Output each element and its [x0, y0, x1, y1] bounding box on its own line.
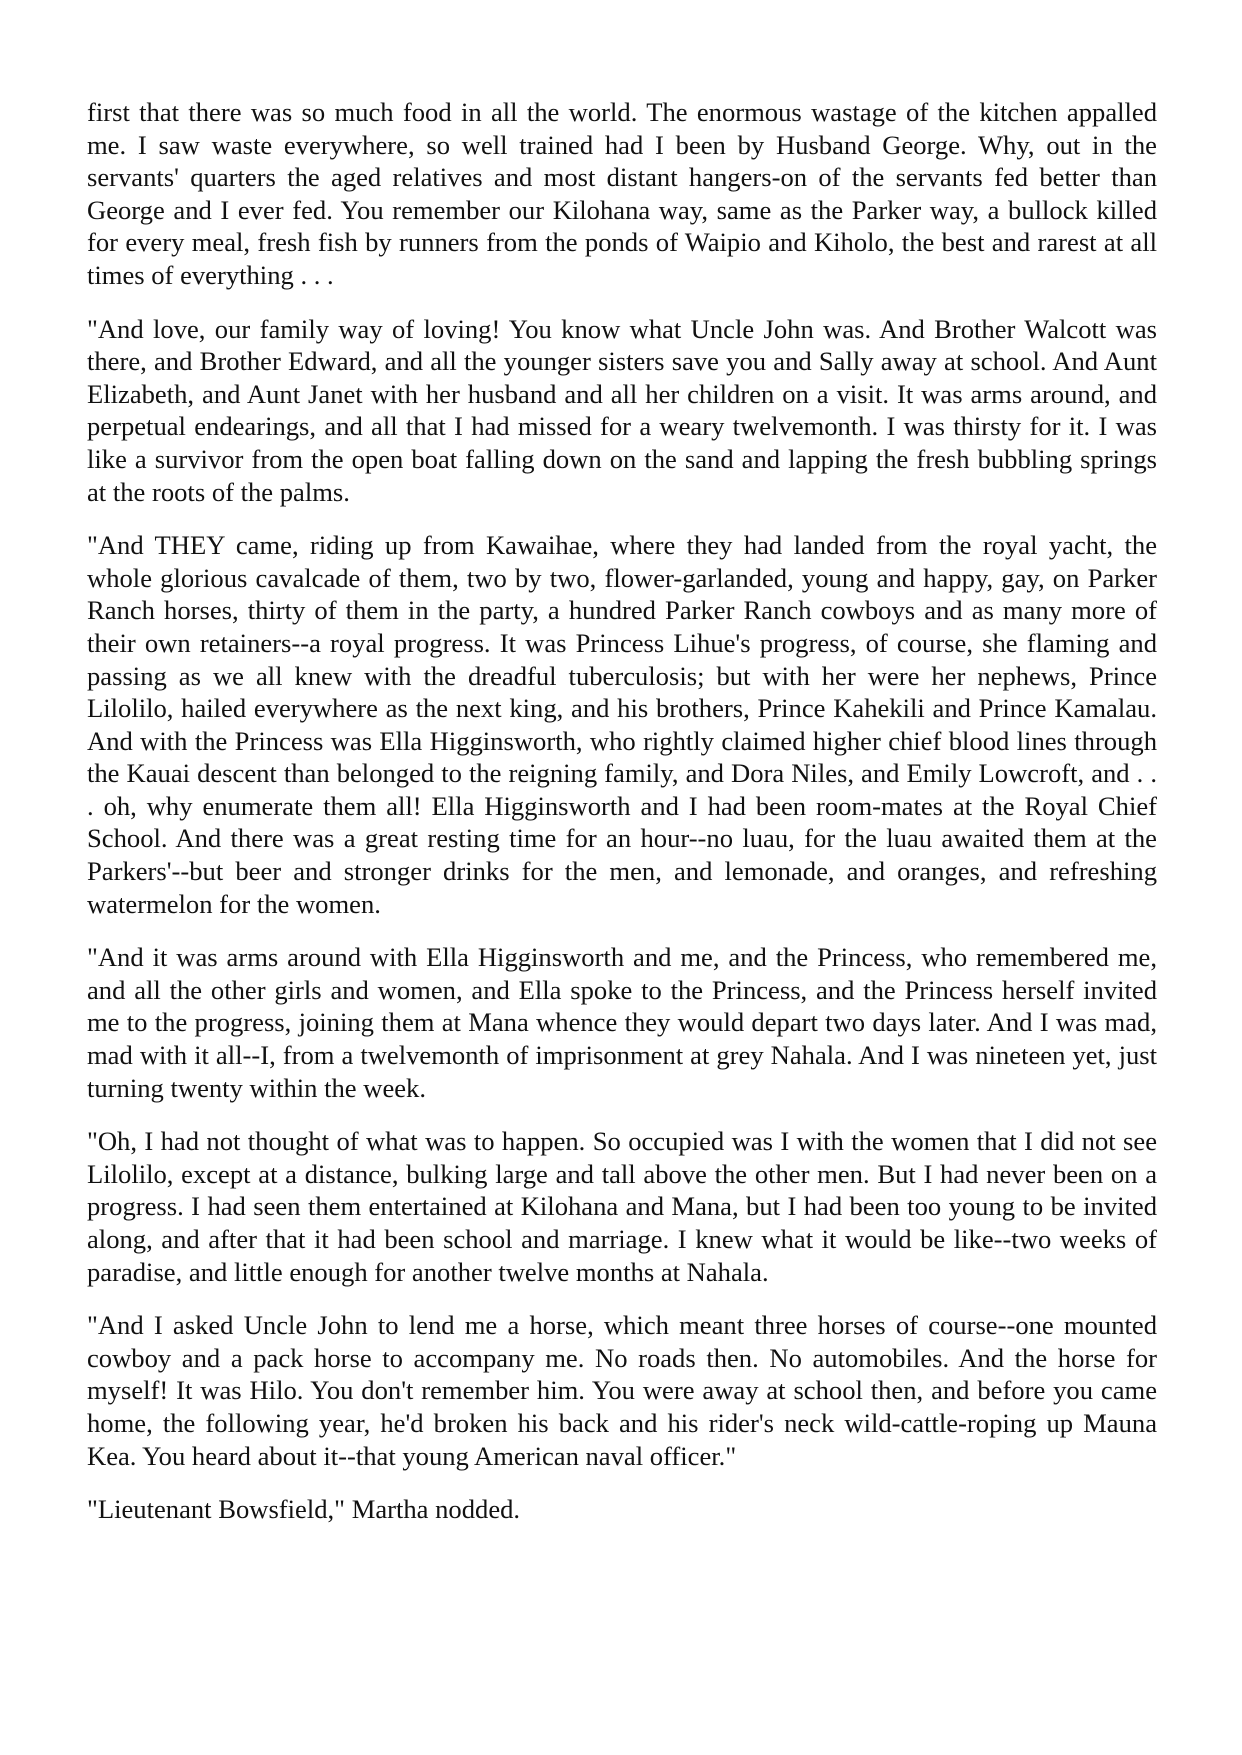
- paragraph-1: first that there was so much food in all the world. The enormous wastage of the kitchen appalled me. I saw waste everywhere, so well trained had I been by Husband George. Why, out in the servants' quarters the aged relatives and most distant hangers-on of the servants fed better than George and I ever fed. You remember our Kilohana way, same as the Parker way, a bullock killed for every meal, fresh fish by runners from the ponds of Waipio and Kiholo, the best and rarest at all times of everything . . .: [87, 97, 1157, 290]
- paragraph-6: "And I asked Uncle John to lend me a horse, which meant three horses of course--one mounted cowboy and a pack horse to accompany me. No roads then. No automobiles. And the horse for myself! It was Hilo. You don't remember him. You were away at school then, and before you came home, the following year, he'd broken his back and his rider's neck wild-cattle-roping up Mauna Kea. You heard about it--that young American naval officer.": [87, 1310, 1157, 1471]
- book-page: [87, 96, 1157, 1526]
- paragraph-7: "Lieutenant Bowsfield," Martha nodded.: [87, 1494, 521, 1525]
- paragraph-2: "And love, our family way of loving! You know what Uncle John was. And Brother Walcott was there, and Brother Edward, and all the younger sisters save you and Sally away at school. And Aunt Elizabeth, and Aunt Janet with her husband and all her children on a visit. It was arms around, and perpetual endearings, and all that I had missed for a weary twelvemonth. I was thirsty for it. I was like a survivor from the open boat falling down on the sand and lapping the fresh bubbling springs at the roots of the palms.: [87, 313, 1157, 507]
- paragraph-3: "And THEY came, riding up from Kawaihae, where they had landed from the royal yacht, the whole glorious cavalcade of them, two by two, flower-garlanded, young and happy, gay, on Parker Ranch horses, thirty of them in the party, a hundred Parker Ranch cowboys and as many more of their own retainers--a royal progress. It was Princess Lihue's progress, of course, she flaming and passing as we all knew with the dreadful tuberculosis; but with her were her nephews, Prince Lilolilo, hailed everywhere as the next king, and his brothers, Prince Kahekili and Prince Kamalau. And with the Princess was Ella Higginsworth, who rightly claimed higher chief blood lines through the Kauai descent than belonged to the reigning family, and Dora Niles, and Emily Lowcroft, and . . . oh, why enumerate them all! Ella Higginsworth and I had been room-mates at the Royal Chief School. And there was a great resting time for an hour--no luau, for the luau awaited them at the Parkers'--but beer and stronger drinks for the men, and lemonade, and oranges, and refreshing watermelon for the women.: [87, 530, 1157, 919]
- paragraph-4: "And it was arms around with Ella Higginsworth and me, and the Princess, who remembered me, and all the other girls and women, and Ella spoke to the Princess, and the Princess herself invited me to the progress, joining them at Mana whence they would depart two days later. And I was mad, mad with it all--I, from a twelvemonth of imprisonment at grey Nahala. And I was nineteen yet, just turning twenty within the week.: [87, 942, 1157, 1103]
- paragraph-5: "Oh, I had not thought of what was to happen. So occupied was I with the women that I did not see Lilolilo, except at a distance, bulking large and tall above the other men. But I had never been on a progress. I had seen them entertained at Kilohana and Mana, but I had been too young to be invited along, and after that it had been school and marriage. I knew what it would be like--two weeks of paradise, and little enough for another twelve months at Nahala.: [87, 1126, 1157, 1287]
